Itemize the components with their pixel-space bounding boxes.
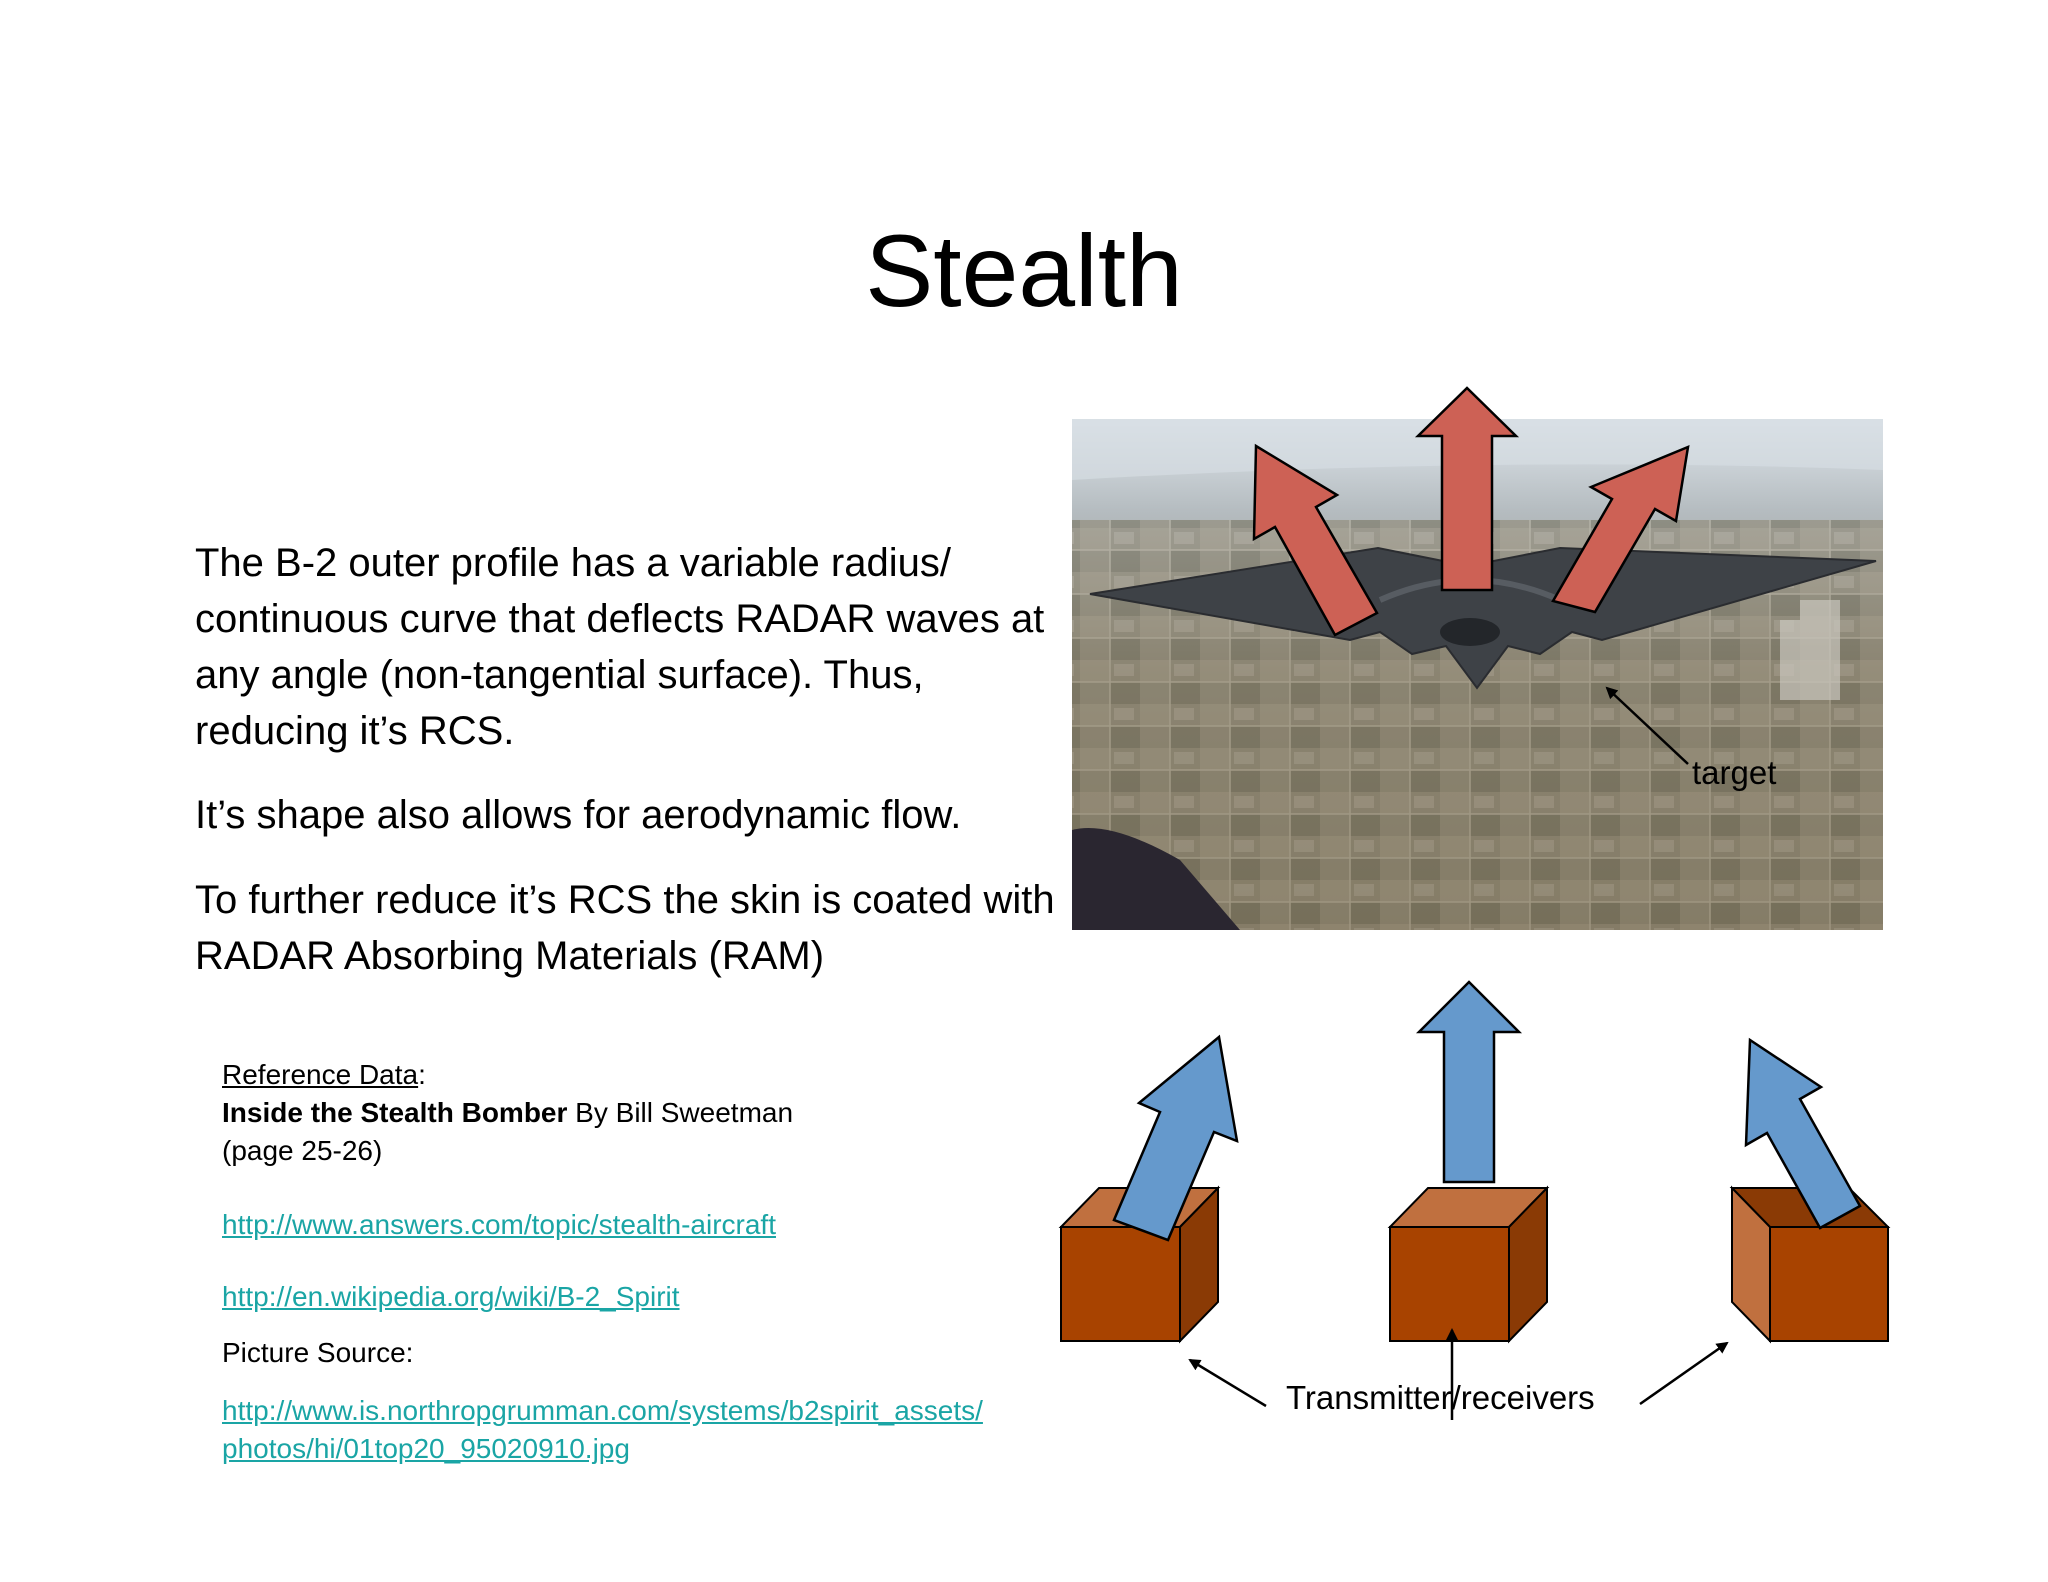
- reference-pages: (page 25-26): [222, 1135, 383, 1166]
- answers-link[interactable]: http://www.answers.com/topic/stealth-aircraft: [222, 1209, 776, 1240]
- paragraph-aerodynamic: It’s shape also allows for aerodynamic flow.: [195, 793, 962, 837]
- slide-title: Stealth: [865, 214, 1183, 328]
- reference-heading-text: Reference Data: [222, 1059, 419, 1090]
- northrop-link-line-2: photos/hi/01top20_95020910.jpg: [222, 1433, 630, 1464]
- target-label: target: [1692, 754, 1777, 791]
- incoming-arrow-center: [1419, 982, 1519, 1182]
- paragraph-ram: To further reduce it’s RCS the skin is coated with RADAR Absorbing Materials (RAM): [195, 878, 1055, 978]
- paragraph-profile: The B-2 outer profile has a variable radius/ continuous curve that deflects RADAR waves at any angle (non-tangential surface). Thus, reducing it’s RCS.: [195, 541, 1045, 753]
- pointer-left: [1190, 1360, 1266, 1406]
- transmitter-box-center: [1390, 1188, 1547, 1341]
- pointer-right: [1640, 1343, 1727, 1404]
- reference-heading-colon: :: [418, 1059, 426, 1090]
- book-author: By Bill Sweetman: [567, 1097, 794, 1128]
- wikipedia-link[interactable]: http://en.wikipedia.org/wiki/B-2_Spirit: [222, 1281, 680, 1312]
- book-title: Inside the Stealth Bomber: [222, 1097, 568, 1128]
- transmitter-label: Transmitter/receivers: [1286, 1379, 1595, 1416]
- northrop-link-line-1: http://www.is.northropgrumman.com/systems/b2spirit_assets/: [222, 1395, 983, 1426]
- picture-source-label: Picture Source:: [222, 1337, 414, 1368]
